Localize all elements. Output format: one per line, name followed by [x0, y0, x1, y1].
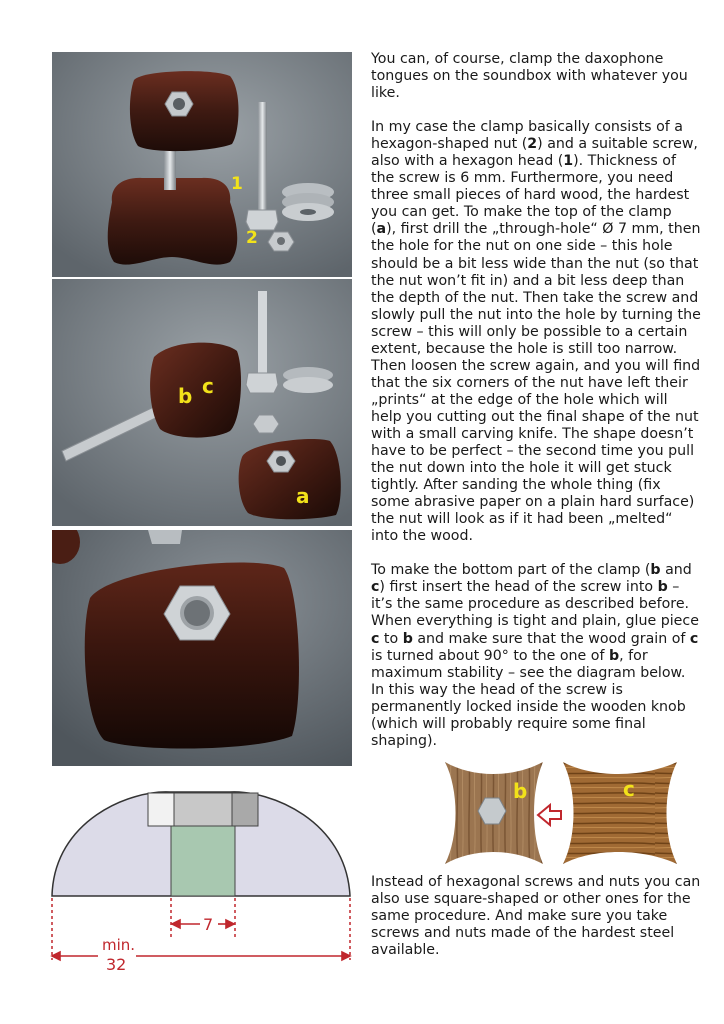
label-1: 1 — [231, 174, 243, 194]
dim-outer-min: min. — [102, 936, 136, 954]
photo-clamp-parts — [52, 279, 352, 526]
paragraph-bottom-clamp: To make the bottom part of the clamp (b and c) first insert the head of the screw into b – it’s the same procedure as described before. When everything is tight and plain, glue piece c to b and make sure that the wood grain of c is turned about 90° to the one of b, for maximum stability – see the diagram below. In this way the head of the screw is permanently locked inside the wooden knob (which will probably require some final shaping). — [371, 562, 699, 749]
wood-label-c: c — [623, 777, 635, 801]
wood-label-b: b — [513, 779, 528, 803]
paragraph-alternatives: Instead of hexagonal screws and nuts you can also use square-shaped or other ones for the same procedure. And make sure you take screws and nuts made of the hardest steel available. — [371, 874, 701, 959]
wood-grain-diagram — [443, 760, 679, 866]
dim-outer-value: 32 — [106, 955, 127, 974]
paragraph-top-clamp: In my case the clamp basically consists of a hexagon-shaped nut (2) and a suitable screw, also with a hexagon head (1). Thickness of the screw is 6 mm. Furthermore, you need three small pieces of hard wood, the hardest you can get. To make the top of the clamp (a), first drill the „through-hole“ Ø 7 mm, then the hole for the nut on one side – this hole should be a bit less wide than the nut (so that the nut won’t fit in) and a bit less deep than the depth of the nut. Then take the screw and slowly pull the nut into the hole by turning the screw – this will only be possible to a certain extent, because the hole is still too narrow. Then loosen the screw again, and you will find that the six corners of the nut have left their „prints“ at the edge of the hole which will help you cutting out the final shape of the nut with a small carving knife. The shape doesn’t have to be perfect – the second time you pull the nut down into the hole it will get stuck tightly. After sanding the whole thing (fix some abrasive paper on a plain hard surface) the nut will look as if it had been „melted“ into the wood. — [371, 119, 701, 545]
text-column — [371, 51, 701, 767]
cross-section-diagram — [40, 780, 370, 980]
paragraph-intro: You can, of course, clamp the daxophone tongues on the soundbox with whatever you like. — [371, 51, 688, 102]
arrow-left-icon — [538, 805, 561, 825]
label-2: 2 — [246, 228, 258, 248]
screw-shaft — [171, 826, 235, 896]
photo-clamp-top-closeup — [52, 530, 352, 766]
photo-clamp-assembled — [52, 52, 352, 277]
label-b: b — [178, 384, 193, 408]
label-a: a — [296, 484, 310, 508]
screw-head — [174, 793, 232, 826]
dim-inner: 7 — [203, 915, 214, 934]
label-c: c — [202, 374, 214, 398]
